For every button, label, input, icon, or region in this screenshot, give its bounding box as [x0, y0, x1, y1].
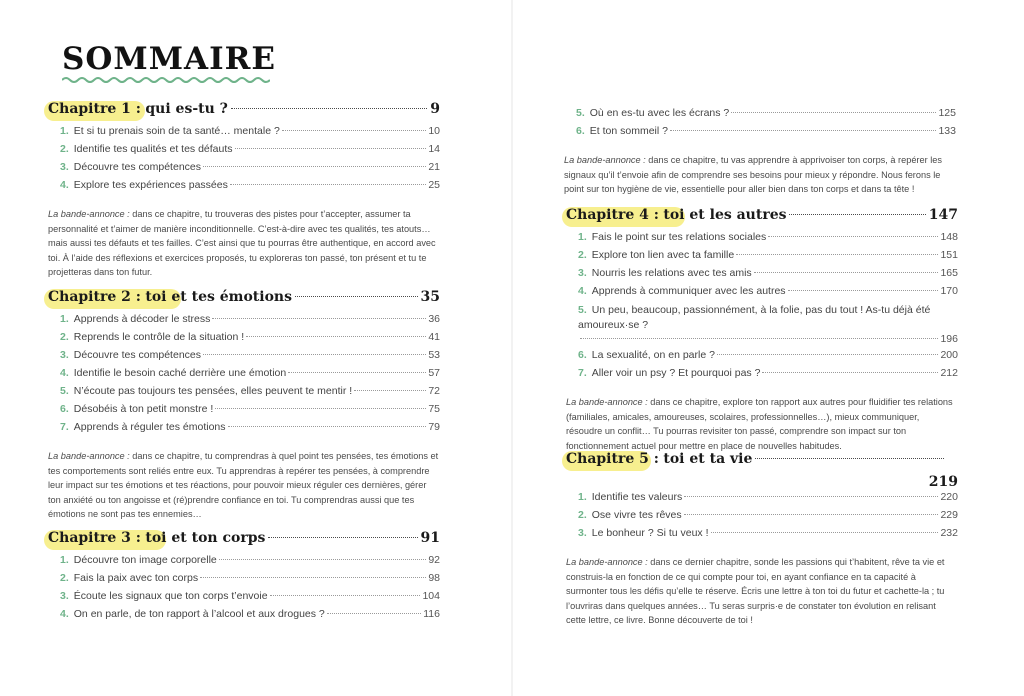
chapter-blurb: La bande-annonce : dans ce dernier chapitre, sonde les passions qui t’habitent, rêve ta vie et construis-la en fonction de ce qui compte pour toi, en ayant confiance en ta capacité à surmonter tous les défis qu’elle te réserve. Écris une lettre à ton toi du futur et cachette-la ; tu l’ouvriras dans quelques années… Tu seras surpris·e de constater ton évolution en relisant cette lettre, ce livre. Bonne découverte de toi ! — [566, 557, 945, 625]
toc-entry[interactable]: 3. Découvre tes compétences 21 — [60, 161, 440, 173]
chapter-page-number: 35 — [420, 289, 440, 305]
toc-entry[interactable]: 4. Identifie le besoin caché derrière une émotion 57 — [60, 367, 440, 379]
toc-entry[interactable]: 4. On en parle, de ton rapport à l’alcool et aux drogues ? 116 — [60, 608, 440, 620]
chapter-name: toi et ton corps — [145, 530, 266, 546]
chapter-page-number: 91 — [420, 530, 440, 546]
toc-entry[interactable]: 1. Fais le point sur tes relations sociales 148 — [578, 231, 958, 243]
toc-entry[interactable]: 4. Apprends à communiquer avec les autres 170 — [578, 285, 958, 297]
toc-entry[interactable]: 7. Apprends à réguler tes émotions 79 — [60, 421, 440, 433]
toc-entry[interactable]: 2. Identifie tes qualités et tes défauts 14 — [60, 143, 440, 155]
chapter-label: Chapitre 2 : — [48, 289, 141, 305]
chapter-page-number: 9 — [430, 101, 440, 117]
chapter-1-section — [48, 101, 440, 280]
toc-entry[interactable]: 6. La sexualité, on en parle ? 200 — [578, 349, 958, 361]
toc-entry[interactable]: 4. Explore tes expériences passées 25 — [60, 179, 440, 191]
chapter-heading[interactable] — [566, 451, 958, 471]
chapter-heading[interactable] — [566, 207, 958, 229]
chapter-3-section — [48, 530, 440, 626]
toc-entry[interactable]: 2. Explore ton lien avec ta famille 151 — [578, 249, 958, 261]
toc-entry[interactable]: 3. Nourris les relations avec tes amis 165 — [578, 267, 958, 279]
toc-entry[interactable]: 3. Écoute les signaux que ton corps t’envoie 104 — [60, 590, 440, 602]
toc-entry[interactable]: 1. Découvre ton image corporelle 92 — [60, 554, 440, 566]
toc-entry[interactable]: 3. Découvre tes compétences 53 — [60, 349, 440, 361]
chapter-name: toi et les autres — [663, 207, 787, 223]
chapter-label: Chapitre 1 : — [48, 101, 141, 117]
chapter-2-section — [48, 289, 440, 522]
toc-entry[interactable]: 6. Et ton sommeil ? 133 — [576, 125, 956, 137]
toc-entry[interactable]: 2. Ose vivre tes rêves 229 — [578, 509, 958, 521]
chapter-blurb: La bande-annonce : dans ce chapitre, explore ton rapport aux autres pour fluidifier tes relations (familiales, amicales, amoureuses, scolaires, professionnelles…), mieux communiquer, résoudre un conflit… Tu pourras revisiter ton passé, comprendre son impact sur ton fonctionnement actuel pour mettre en place de nouvelles habitudes. — [566, 397, 953, 451]
toc-entry[interactable]: 5. Un peu, beaucoup, passionnément, à la folie, pas du tout ! As-tu déjà été amoureux·se ? 196 — [578, 304, 958, 345]
toc-entry[interactable]: 3. Le bonheur ? Si tu veux ! 232 — [578, 527, 958, 539]
toc-entry[interactable]: 1. Apprends à décoder le stress 36 — [60, 313, 440, 325]
chapter-name: qui es-tu ? — [145, 101, 228, 117]
chapter-page-number: 147 — [928, 207, 958, 223]
chapter-5-section — [566, 451, 958, 628]
toc-entry[interactable]: 2. Fais la paix avec ton corps 98 — [60, 572, 440, 584]
toc-entry[interactable]: 2. Reprends le contrôle de la situation ! 41 — [60, 331, 440, 343]
chapter-label: Chapitre 3 : — [48, 530, 141, 546]
chapter-3-continued — [564, 105, 956, 197]
toc-entry[interactable]: 1. Identifie tes valeurs 220 — [578, 491, 958, 503]
chapter-label: Chapitre 4 : — [566, 207, 659, 223]
chapter-blurb: La bande-annonce : dans ce chapitre, tu vas apprendre à apprivoiser ton corps, à repérer les signaux qu’il t’envoie afin de comprendre ses besoins pour mieux y répondre. Nous ferons le point sur ton hygiène de vie, essentielle pour aller bien dans ton corps et dans ta tête ! — [564, 155, 942, 194]
chapter-page-number: 219 — [928, 474, 958, 490]
chapter-page-row — [566, 471, 958, 489]
chapter-name: toi et ta vie — [663, 451, 753, 467]
chapter-4-section — [566, 207, 958, 453]
chapter-name: toi et tes émotions — [145, 289, 292, 305]
chapter-blurb: La bande-annonce : dans ce chapitre, tu comprendras à quel point tes pensées, tes émotions et tes comportements sont reliés entre eux. Tu apprendras à repérer tes pensées, à comprendre leur impact sur tes émotions et tes réactions, pour pouvoir mieux réguler ces dernières, gérer ton anxiété ou ton angoisse et (ré)prendre confiance en toi. Tu comprendras aussi que tes émotions ne sont pas tes ennemies… — [48, 451, 439, 519]
page-title: SOMMAIRE — [62, 41, 276, 77]
toc-entry[interactable]: 5. Où en es-tu avec les écrans ? 125 — [576, 107, 956, 119]
toc-entry[interactable]: 1. Et si tu prenais soin de ta santé… mentale ? 10 — [60, 125, 440, 137]
toc-entry[interactable]: 6. Désobéis à ton petit monstre ! 75 — [60, 403, 440, 415]
chapter-blurb: La bande-annonce : dans ce chapitre, tu trouveras des pistes pour t’accepter, assumer ta personnalité et t’aimer de manière inconditionnelle. C’est-à-dire avec tes qualités, tes atouts… mais aussi tes défauts et tes failles. C’est ainsi que tu pourras être authentique, en accord avec toi. À l’aide des réflexions et exercices proposés, tu exploreras ton passé, ton présent et tu te projetteras dans ton futur. — [48, 209, 436, 277]
toc-entry[interactable]: 7. Aller voir un psy ? Et pourquoi pas ? 212 — [578, 367, 958, 379]
right-page — [512, 0, 1024, 696]
chapter-heading[interactable] — [48, 289, 440, 311]
chapter-label: Chapitre 5 : — [566, 451, 659, 467]
chapter-heading[interactable] — [48, 530, 440, 552]
toc-entry[interactable]: 5. N’écoute pas toujours tes pensées, elles peuvent te mentir ! 72 — [60, 385, 440, 397]
chapter-heading[interactable] — [48, 101, 440, 123]
title-block — [62, 40, 276, 84]
